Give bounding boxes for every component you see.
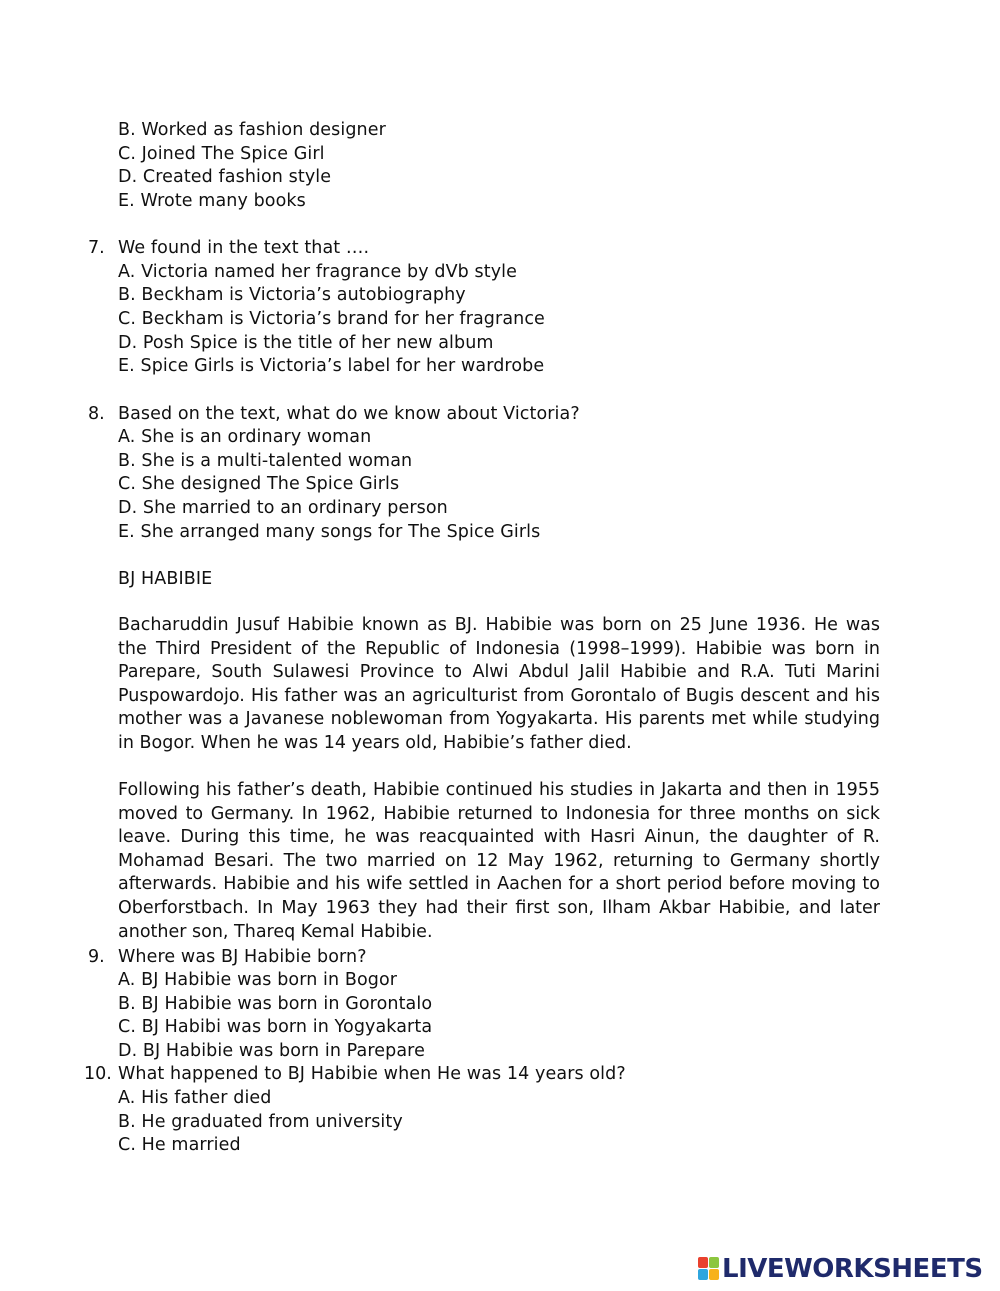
q9-option-b[interactable]: B. BJ Habibie was born in Gorontalo xyxy=(118,994,433,1014)
q9-number: 9. xyxy=(88,947,105,967)
q6-option-e[interactable]: E. Wrote many books xyxy=(118,191,306,211)
q9-option-a[interactable]: A. BJ Habibie was born in Bogor xyxy=(118,970,398,990)
q8-number: 8. xyxy=(88,404,105,424)
q7-option-a[interactable]: A. Victoria named her fragrance by dVb style xyxy=(118,262,517,282)
q10-option-b[interactable]: B. He graduated from university xyxy=(118,1112,403,1132)
q10-option-c[interactable]: C. He married xyxy=(118,1135,241,1155)
q7-number: 7. xyxy=(88,238,105,258)
q8-option-b[interactable]: B. She is a multi-talented woman xyxy=(118,451,413,471)
q8-option-a[interactable]: A. She is an ordinary woman xyxy=(118,427,372,447)
q9-option-d[interactable]: D. BJ Habibie was born in Parepare xyxy=(118,1041,425,1061)
reading-title: BJ HABIBIE xyxy=(118,569,213,589)
q8-option-e[interactable]: E. She arranged many songs for The Spice Girls xyxy=(118,522,541,542)
liveworksheets-logo[interactable] xyxy=(698,1254,983,1284)
q7-stem: We found in the text that …. xyxy=(118,238,370,258)
q10-option-a[interactable]: A. His father died xyxy=(118,1088,272,1108)
reading-paragraph-2: Following his father’s death, Habibie continued his studies in Jakarta and then in 1955 moved to Germany. In 1962, Habibie returned to Indonesia for three months on sick leave. During this time, he was reacquainted with Hasri Ainun, the daughter of R. Mohamad Besari. The two married on 12 May 1962, returning to Germany shortly afterwards. Habibie and his wife settled in Aachen for a short period before moving to Oberforstbach. In May 1963 they had their first son, Ilham Akbar Habibie, and later another son, Thareq Kemal Habibie. xyxy=(118,780,880,942)
q10-number: 10. xyxy=(84,1064,112,1084)
q6-option-c[interactable]: C. Joined The Spice Girl xyxy=(118,144,325,164)
reading-paragraph-1: Bacharuddin Jusuf Habibie known as BJ. Habibie was born on 25 June 1936. He was the Third President of the Republic of Indonesia (1998–1999). Habibie was born in Parepare, South Sulawesi Province to Alwi Abdul Jalil Habibie and R.A. Tuti Marini Puspowardojo. His father was an agriculturist from Gorontalo of Bugis descent and his mother was a Javanese noblewoman from Yogyakarta. His parents met while studying in Bogor. When he was 14 years old, Habibie’s father died. xyxy=(118,615,880,753)
q9-option-c[interactable]: C. BJ Habibi was born in Yogyakarta xyxy=(118,1017,433,1037)
q7-option-b[interactable]: B. Beckham is Victoria’s autobiography xyxy=(118,285,466,305)
q7-option-e[interactable]: E. Spice Girls is Victoria’s label for her wardrobe xyxy=(118,356,545,376)
q7-option-c[interactable]: C. Beckham is Victoria’s brand for her fragrance xyxy=(118,309,545,329)
liveworksheets-logo-icon xyxy=(698,1257,720,1281)
logo-text: LIVEWORKSHEETS xyxy=(722,1254,983,1284)
q8-option-d[interactable]: D. She married to an ordinary person xyxy=(118,498,448,518)
q7-option-d[interactable]: D. Posh Spice is the title of her new album xyxy=(118,333,494,353)
q6-option-d[interactable]: D. Created fashion style xyxy=(118,167,332,187)
q10-stem: What happened to BJ Habibie when He was 14 years old? xyxy=(118,1064,626,1084)
q9-stem: Where was BJ Habibie born? xyxy=(118,947,367,967)
q8-stem: Based on the text, what do we know about Victoria? xyxy=(118,404,580,424)
q6-option-b[interactable]: B. Worked as fashion designer xyxy=(118,120,386,140)
q8-option-c[interactable]: C. She designed The Spice Girls xyxy=(118,474,400,494)
